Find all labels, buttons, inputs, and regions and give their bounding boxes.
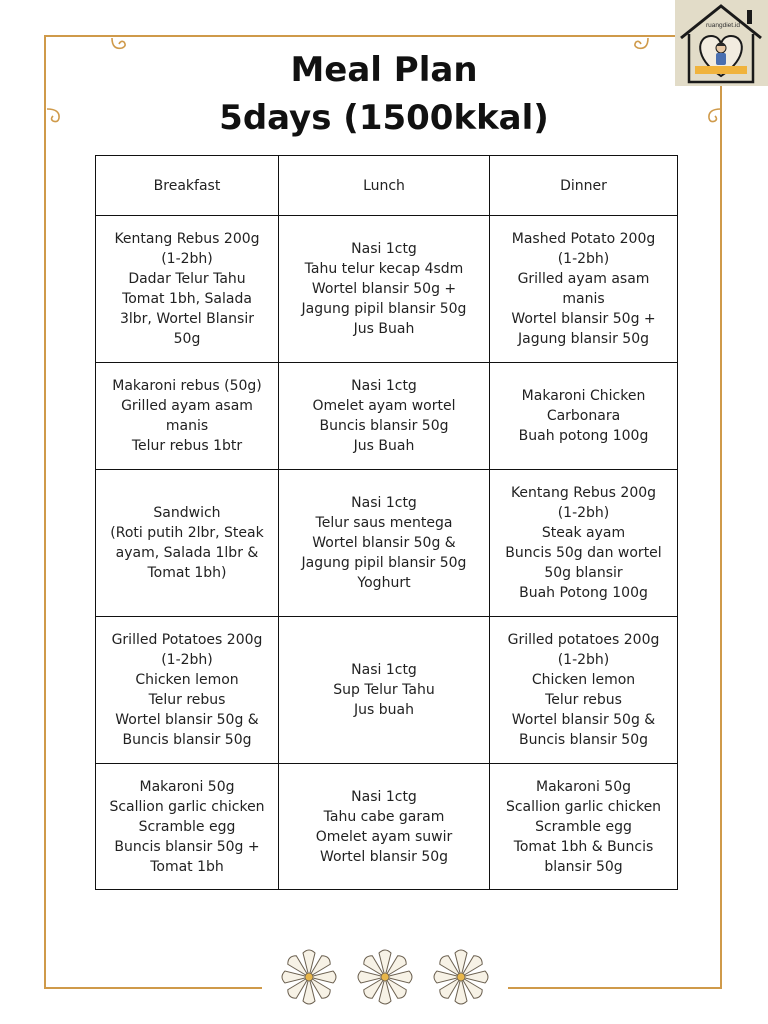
meal-line: Tomat 1bh & Buncis — [513, 838, 654, 855]
meal-line: Telur rebus — [545, 692, 622, 708]
meal-line: Chicken lemon — [531, 672, 636, 688]
meal-line: Tahu telur kecap 4sdm — [304, 261, 464, 277]
flower-icon — [282, 950, 336, 1004]
meal-line: blansir 50g — [544, 858, 623, 875]
meal-line: manis — [562, 291, 605, 307]
page-subtitle: 5days (1500kkal) — [219, 98, 549, 138]
meal-plan-body — [96, 216, 678, 890]
meal-cell-breakfast — [96, 216, 279, 363]
meal-line: Wortel blansir 50g & — [511, 712, 656, 728]
meal-line: Telur saus mentega — [315, 515, 453, 531]
meal-line: Sandwich — [153, 505, 221, 521]
meal-line: ayam, Salada 1lbr & — [115, 545, 259, 561]
meal-plan-table — [95, 155, 678, 890]
brand-text: ruangdiet.id — [706, 22, 740, 29]
meal-line: Yoghurt — [357, 575, 411, 591]
swirl-ornament-top-right-icon — [630, 36, 650, 54]
meal-cell-lunch — [279, 470, 490, 617]
frame-bottom-border-right — [508, 987, 722, 989]
meal-line: Jagung pipil blansir 50g — [301, 301, 467, 317]
table-row — [96, 216, 678, 363]
meal-cell-dinner — [490, 617, 678, 764]
meal-line: (Roti putih 2lbr, Steak — [110, 525, 264, 541]
meal-line: Grilled Potatoes 200g — [111, 632, 263, 648]
meal-line: manis — [165, 418, 209, 434]
meal-line: Wortel blansir 50g & — [312, 535, 456, 551]
meal-line: (1-2bh) — [557, 251, 610, 267]
meal-line: Buncis blansir 50g — [319, 418, 449, 434]
meal-line: Scallion garlic chicken — [109, 798, 265, 815]
column-header-breakfast: Breakfast — [96, 156, 279, 216]
meal-line: (1-2bh) — [161, 251, 213, 267]
meal-line: Jus Buah — [353, 321, 415, 337]
table-row — [96, 363, 678, 470]
meal-line: Tomat 1bh, Salada — [122, 291, 252, 307]
column-header-lunch: Lunch — [279, 156, 490, 216]
frame-top-border — [44, 35, 722, 37]
meal-line: Carbonara — [546, 408, 621, 424]
meal-line: Grilled potatoes 200g — [507, 632, 660, 648]
brand-logo — [675, 0, 768, 86]
meal-line: 3lbr, Wortel Blansir — [119, 311, 254, 327]
table-header-row — [96, 156, 678, 216]
meal-line: Omelet ayam wortel — [312, 398, 456, 414]
meal-line: Nasi 1ctg — [351, 495, 417, 511]
table-row — [96, 470, 678, 617]
meal-cell-lunch — [279, 363, 490, 470]
meal-cell-dinner — [490, 764, 678, 890]
meal-cell-breakfast — [96, 363, 279, 470]
meal-line: Buncis blansir 50g — [518, 732, 648, 748]
meal-line: Tomat 1bh) — [147, 565, 227, 581]
meal-line: Nasi 1ctg — [351, 241, 417, 257]
meal-line: Scallion garlic chicken — [505, 798, 662, 815]
meal-line: Makaroni rebus (50g) — [112, 378, 262, 394]
page-title: Meal Plan — [290, 50, 478, 90]
meal-line: Dadar Telur Tahu — [128, 271, 246, 287]
meal-line: Chicken lemon — [135, 672, 239, 688]
meal-cell-dinner — [490, 216, 678, 363]
meal-cell-lunch — [279, 216, 490, 363]
column-header-dinner: Dinner — [490, 156, 678, 216]
meal-line: Makaroni 50g — [535, 778, 632, 795]
meal-cell-breakfast — [96, 617, 279, 764]
meal-cell-dinner — [490, 363, 678, 470]
meal-line: (1-2bh) — [161, 652, 213, 668]
meal-line: Jus buah — [354, 702, 414, 718]
meal-cell-dinner — [490, 470, 678, 617]
meal-line: Makaroni Chicken — [521, 388, 646, 404]
meal-line: Nasi 1ctg — [351, 662, 417, 678]
flower-decoration — [273, 943, 497, 1007]
meal-line: Wortel blansir 50g — [319, 848, 449, 865]
meal-line: Tahu cabe garam — [323, 808, 445, 825]
meal-line: 50g — [173, 331, 201, 347]
meal-line: Steak ayam — [541, 525, 626, 541]
meal-line: Wortel blansir 50g & — [115, 712, 259, 728]
meal-cell-breakfast — [96, 470, 279, 617]
meal-line: Makaroni 50g — [139, 778, 235, 795]
meal-line: 50g blansir — [544, 565, 623, 581]
flower-icon — [358, 950, 412, 1004]
swirl-ornament-left-icon — [46, 106, 66, 126]
meal-line: Buncis blansir 50g — [122, 732, 252, 748]
table-row — [96, 617, 678, 764]
meal-line: Tomat 1bh — [150, 858, 224, 875]
meal-line: Buah potong 100g — [518, 428, 649, 444]
meal-line: Grilled ayam asam — [121, 398, 253, 414]
swirl-ornament-top-left-icon — [110, 36, 130, 54]
meal-line: Omelet ayam suwir — [315, 828, 453, 845]
frame-left-border — [44, 35, 46, 989]
meal-line: Scramble egg — [138, 818, 236, 835]
meal-line: (1-2bh) — [557, 652, 610, 668]
meal-line: Mashed Potato 200g — [511, 231, 656, 247]
meal-line: Telur rebus 1btr — [131, 438, 243, 454]
meal-line: Buah Potong 100g — [519, 585, 648, 601]
meal-line: Buncis 50g dan wortel — [505, 545, 662, 561]
frame-bottom-border-left — [44, 987, 262, 989]
meal-cell-breakfast — [96, 764, 279, 890]
meal-line: Kentang Rebus 200g — [510, 485, 657, 501]
house-heart-logo-icon — [675, 0, 768, 86]
meal-line: Kentang Rebus 200g — [114, 231, 260, 247]
meal-line: (1-2bh) — [557, 505, 610, 521]
meal-line: Sup Telur Tahu — [333, 682, 435, 698]
meal-line: Nasi 1ctg — [351, 788, 417, 805]
meal-line: Wortel blansir 50g + — [511, 311, 656, 327]
table-row — [96, 764, 678, 890]
flower-icon — [434, 950, 488, 1004]
meal-line: Jagung blansir 50g — [518, 331, 649, 347]
meal-line: Jus Buah — [353, 438, 415, 454]
meal-line: Jagung pipil blansir 50g — [301, 555, 467, 571]
meal-line: Grilled ayam asam — [517, 271, 650, 287]
meal-line: Telur rebus — [148, 692, 226, 708]
meal-cell-lunch — [279, 617, 490, 764]
meal-line: Buncis blansir 50g + — [114, 838, 260, 855]
meal-line: Nasi 1ctg — [351, 378, 417, 394]
meal-cell-lunch — [279, 764, 490, 890]
frame-right-border — [720, 35, 722, 989]
meal-line: Wortel blansir 50g + — [311, 281, 457, 297]
meal-line: Scramble egg — [535, 818, 632, 835]
swirl-ornament-right-icon — [702, 106, 722, 126]
